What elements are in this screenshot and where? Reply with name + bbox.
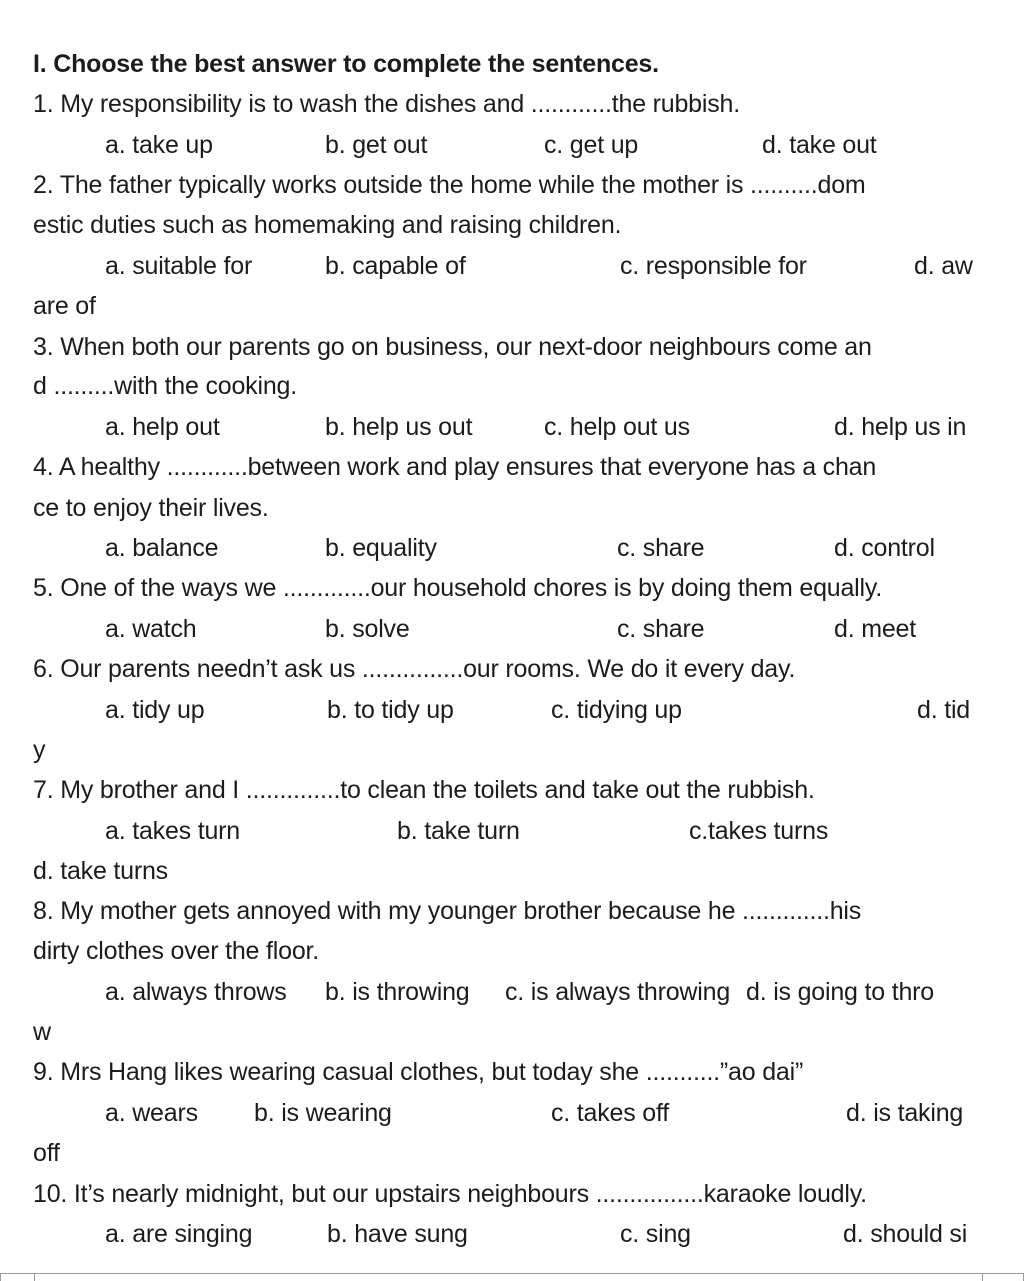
question-9-text: 9. Mrs Hang likes wearing casual clothes, but today she ...........”ao dai” [33, 1058, 804, 1086]
question-2-text-line-1: 2. The father typically works outside the home while the mother is ..........dom [33, 171, 866, 199]
question-2-option-c: c. responsible for [620, 252, 807, 280]
question-2-option-a: a. suitable for [105, 252, 253, 280]
question-9-option-d: d. is taking [846, 1099, 964, 1127]
question-4-text-line-2: ce to enjoy their lives. [33, 494, 269, 522]
question-8-text-line-1: 8. My mother gets annoyed with my younger brother because he .............his [33, 897, 862, 925]
question-2-text-line-2: estic duties such as homemaking and raising children. [33, 211, 622, 239]
question-4-option-d: d. control [834, 534, 935, 562]
question-2-option-b: b. capable of [325, 252, 466, 280]
question-6-option-d-wrap: y [33, 736, 46, 764]
question-5-option-c: c. share [617, 615, 705, 643]
question-2-option-d: d. aw [914, 252, 973, 280]
question-3-text-line-1: 3. When both our parents go on business, our next-door neighbours come an [33, 333, 872, 361]
question-9-option-b: b. is wearing [254, 1099, 392, 1127]
question-6-option-d: d. tid [917, 696, 970, 724]
question-6-option-a: a. tidy up [105, 696, 205, 724]
question-9-option-a: a. wears [105, 1099, 198, 1127]
question-1-option-b: b. get out [325, 131, 428, 159]
page-bottom-rule [0, 1273, 1024, 1274]
question-1-option-a: a. take up [105, 131, 213, 159]
question-6-option-c: c. tidying up [551, 696, 682, 724]
question-7-text: 7. My brother and I ..............to clean the toilets and take out the rubbish. [33, 776, 815, 804]
question-8-option-b: b. is throwing [325, 978, 470, 1006]
question-8-text-line-2: dirty clothes over the floor. [33, 937, 320, 965]
question-8-option-a: a. always throws [105, 978, 287, 1006]
question-4-text-line-1: 4. A healthy ............between work and play ensures that everyone has a chan [33, 453, 877, 481]
question-10-text: 10. It’s nearly midnight, but our upstairs neighbours ................karaoke loudly. [33, 1180, 867, 1208]
bottom-right-corner-mark [982, 1273, 1024, 1281]
question-2-option-d-wrap: are of [33, 292, 96, 320]
question-5-option-a: a. watch [105, 615, 197, 643]
question-6-text: 6. Our parents needn’t ask us ...............our rooms. We do it every day. [33, 655, 796, 683]
question-1-text: 1. My responsibility is to wash the dishes and ............the rubbish. [33, 90, 740, 118]
question-10-option-d: d. should si [843, 1220, 968, 1248]
question-4-option-a: a. balance [105, 534, 219, 562]
question-5-text: 5. One of the ways we .............our household chores is by doing them equally. [33, 574, 883, 602]
question-8-option-c: c. is always throwing [505, 978, 731, 1006]
question-3-option-d: d. help us in [834, 413, 967, 441]
question-6-option-b: b. to tidy up [327, 696, 454, 724]
question-3-text-line-2: d .........with the cooking. [33, 372, 297, 400]
question-3-option-b: b. help us out [325, 413, 473, 441]
bottom-left-corner-mark [0, 1273, 35, 1281]
question-7-option-a: a. takes turn [105, 817, 240, 845]
question-3-option-a: a. help out [105, 413, 220, 441]
question-10-option-b: b. have sung [327, 1220, 468, 1248]
question-5-option-d: d. meet [834, 615, 916, 643]
question-4-option-c: c. share [617, 534, 705, 562]
question-9-option-c: c. takes off [551, 1099, 670, 1127]
question-1-option-d: d. take out [762, 131, 877, 159]
question-10-option-a: a. are singing [105, 1220, 253, 1248]
question-1-option-c: c. get up [544, 131, 639, 159]
question-3-option-c: c. help out us [544, 413, 690, 441]
question-7-option-d: d. take turns [33, 857, 168, 885]
question-7-option-c: c.takes turns [689, 817, 829, 845]
question-7-option-b: b. take turn [397, 817, 520, 845]
question-10-option-c: c. sing [620, 1220, 691, 1248]
exercise-title: I. Choose the best answer to complete the sentences. [33, 50, 659, 78]
question-4-option-b: b. equality [325, 534, 437, 562]
question-5-option-b: b. solve [325, 615, 410, 643]
question-8-option-d-wrap: w [33, 1018, 51, 1046]
question-8-option-d: d. is going to thro [746, 978, 934, 1006]
question-9-option-d-wrap: off [33, 1139, 60, 1167]
